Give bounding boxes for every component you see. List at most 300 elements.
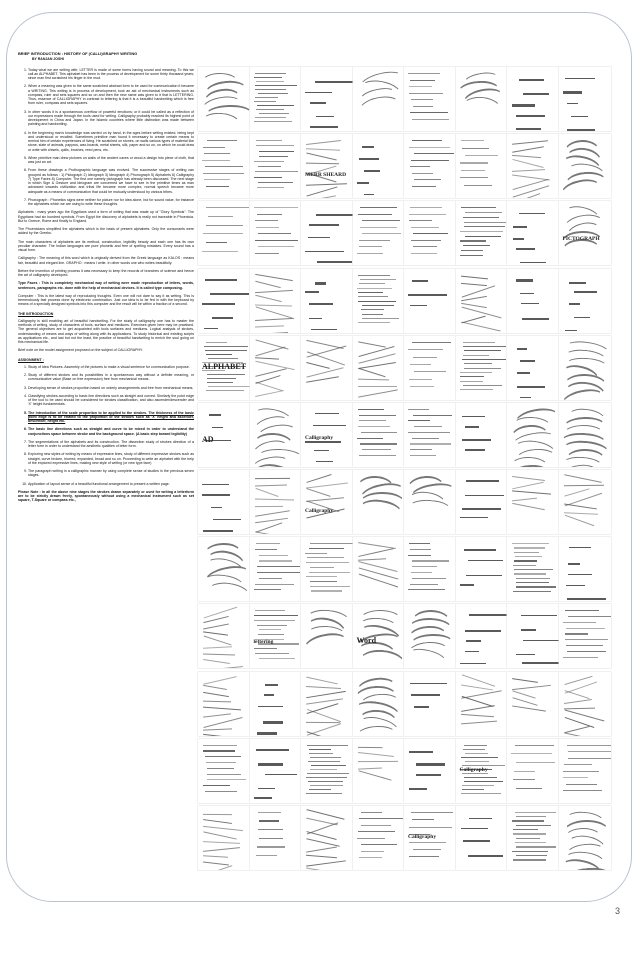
text-line — [412, 140, 442, 141]
text-line — [254, 506, 282, 507]
text-line — [305, 251, 343, 252]
text-line — [316, 461, 333, 462]
calligraphy-sample-thumbnail — [456, 201, 508, 265]
text-line — [255, 610, 284, 611]
text-line — [305, 92, 332, 93]
assignment-item: 2. Study of different strokes and its possibilities in a spontaneous way without a definite meaning, or communicative value (Base on free expression) free from mechanical means. — [28, 373, 194, 382]
text-line — [207, 374, 245, 375]
text-line — [364, 170, 380, 172]
text-line — [410, 386, 435, 387]
text-line — [463, 342, 496, 343]
text-line — [207, 140, 237, 141]
text-line — [408, 73, 440, 74]
text-line — [468, 560, 503, 561]
text-line — [203, 728, 232, 730]
calligraphy-sample-thumbnail — [559, 604, 611, 668]
text-line — [465, 212, 502, 213]
text-line — [359, 818, 403, 819]
text-line — [461, 170, 485, 171]
text-line — [358, 426, 390, 427]
text-line — [315, 282, 326, 284]
text-line — [409, 788, 427, 790]
text-line — [461, 207, 497, 208]
text-line — [307, 557, 344, 558]
calligraphy-sample-thumbnail — [456, 604, 508, 668]
text-line — [409, 856, 439, 857]
text-line — [410, 80, 436, 81]
text-line — [461, 828, 488, 829]
text-line — [258, 763, 284, 765]
text-line — [257, 846, 285, 847]
assignment-item: 3. Developing sense of strokes proportion based on orderly arrangements and free from mechanical means. — [28, 386, 194, 390]
text-line — [564, 764, 592, 765]
text-line — [306, 777, 347, 778]
text-line — [254, 161, 284, 162]
text-line — [306, 676, 337, 684]
text-line — [203, 647, 232, 650]
text-line — [306, 362, 330, 369]
text-line — [258, 182, 293, 183]
text-line — [208, 358, 238, 359]
text-line — [411, 572, 432, 573]
text-line — [565, 78, 595, 79]
text-line — [567, 598, 605, 599]
text-line — [255, 294, 282, 301]
sample-heading: AD — [202, 434, 214, 444]
calligraphy-sample-thumbnail — [301, 336, 353, 400]
calligraphy-sample-thumbnail — [507, 537, 559, 601]
calligraphy-sample-thumbnail — [507, 604, 559, 668]
text-line — [259, 555, 288, 556]
text-line — [567, 745, 610, 746]
text-line — [358, 322, 391, 323]
sample-heading: lettering — [253, 638, 274, 645]
calligraphy-sample-thumbnail — [353, 672, 405, 736]
calligraphy-sample-thumbnail — [353, 403, 405, 467]
text-line — [306, 148, 340, 151]
calligraphy-sample-thumbnail — [404, 269, 456, 333]
assignment-list — [18, 365, 194, 486]
calligraphy-sample-thumbnail — [353, 134, 405, 198]
text-line — [410, 455, 436, 456]
assignment-item: 5. The introduction of the scale proportion to be applied to the strokes. The thickness of the basic point edge is to be related to the proportion of the strokes such as 'X' height and ascender, descender, height etc. — [28, 411, 194, 424]
text-line — [362, 314, 383, 315]
text-line — [460, 663, 486, 664]
text-line — [306, 163, 339, 165]
text-line — [359, 246, 383, 247]
text-line — [203, 706, 241, 710]
text-line — [358, 548, 394, 557]
text-line — [306, 855, 337, 859]
text-line — [204, 716, 243, 727]
text-line — [254, 325, 283, 327]
text-line — [463, 749, 485, 750]
text-line — [411, 227, 439, 228]
sample-heading: Calligraphy — [305, 507, 334, 514]
calligraphy-sample-thumbnail — [198, 470, 250, 534]
text-line — [206, 390, 244, 391]
text-line — [460, 162, 488, 163]
text-line — [411, 812, 453, 813]
text-line — [259, 629, 281, 630]
calligraphy-sample-thumbnail — [456, 134, 508, 198]
text-line — [357, 761, 397, 762]
text-line — [362, 220, 400, 221]
text-line — [462, 359, 506, 360]
text-line — [309, 749, 331, 750]
text-line — [516, 762, 555, 763]
text-line — [306, 860, 345, 866]
calligraphy-sample-thumbnail — [404, 336, 456, 400]
text-line — [203, 847, 240, 852]
calligraphy-sample-thumbnail — [404, 201, 456, 265]
text-line — [512, 104, 535, 106]
text-line — [254, 648, 277, 649]
text-line — [310, 126, 338, 127]
text-line — [263, 721, 283, 723]
text-line — [204, 636, 232, 646]
text-line — [207, 768, 234, 769]
text-line — [461, 793, 501, 794]
text-line — [255, 653, 289, 654]
text-line — [360, 207, 397, 208]
text-line — [522, 318, 549, 320]
text-line — [358, 214, 391, 215]
text-line — [523, 640, 559, 641]
text-line — [203, 861, 229, 865]
text-line — [514, 569, 553, 570]
text-line — [258, 166, 281, 167]
text-line — [410, 449, 431, 450]
text-line — [464, 777, 497, 778]
intro-item: 1. Today what we are writing with; LETTER is made of some forms having sound and meaning. To this we call an ALPHABET. This alphabet has been in the process of development for some thirty thousand years; since man first scratched his finger in the mud. — [28, 68, 194, 81]
text-line — [206, 762, 237, 763]
curved-stroke — [561, 238, 600, 262]
text-line — [566, 585, 585, 586]
calligraphy-sample-thumbnail — [301, 604, 353, 668]
calligraphy-sample-thumbnail — [456, 269, 508, 333]
text-line — [257, 187, 284, 188]
text-line — [464, 226, 505, 227]
text-line — [259, 560, 292, 561]
paragraph: Alphabets : many years ago the Egyptians used a form of writing that was made up of "Glory Symbols". The Egyptians had six hundred symbols. From Egypt the discovery of alphabets is really not traceable in Phoenicia. But to Greece, Rome and finally to England. — [18, 210, 194, 223]
calligraphy-sample-thumbnail — [559, 269, 611, 333]
text-line — [516, 838, 540, 839]
intro-item: 5. When primitive man drew pictures on walls of the ancient caves or wood a design into piece of cloth, that was just an art. — [28, 156, 194, 165]
text-line — [205, 279, 237, 281]
text-line — [460, 381, 483, 382]
text-line — [463, 217, 499, 218]
text-line — [516, 855, 547, 856]
text-line — [416, 763, 445, 765]
text-line — [409, 220, 433, 221]
text-line — [257, 732, 277, 734]
text-line — [311, 590, 342, 591]
text-line — [516, 846, 556, 847]
calligraphy-sample-thumbnail — [198, 201, 250, 265]
text-line — [258, 233, 292, 234]
text-line — [258, 706, 283, 708]
calligraphy-sample-thumbnail — [250, 806, 302, 870]
calligraphy-sample-thumbnail — [250, 604, 302, 668]
calligraphy-sample-thumbnail — [353, 336, 405, 400]
text-line — [309, 572, 351, 573]
text-line — [208, 386, 250, 387]
calligraphy-sample-thumbnail — [198, 604, 250, 668]
text-line — [410, 683, 448, 685]
text-line — [257, 105, 293, 106]
text-line — [516, 586, 556, 587]
calligraphy-sample-thumbnail — [404, 604, 456, 668]
text-line — [523, 93, 549, 95]
text-line — [568, 758, 610, 759]
text-line — [408, 589, 444, 590]
text-line — [203, 173, 245, 174]
text-line — [412, 819, 433, 820]
calligraphy-sample-thumbnail — [507, 336, 559, 400]
text-line — [568, 751, 610, 752]
text-line — [306, 474, 331, 483]
text-line — [410, 166, 430, 167]
text-line — [409, 751, 433, 753]
text-line — [564, 488, 589, 496]
text-line — [258, 829, 283, 830]
text-line — [317, 261, 352, 263]
text-line — [358, 752, 394, 757]
text-line — [412, 578, 447, 579]
text-line — [564, 690, 589, 699]
text-line — [205, 350, 247, 351]
text-line — [462, 508, 500, 510]
calligraphy-sample-thumbnail — [353, 201, 405, 265]
text-line — [255, 584, 293, 585]
text-line — [513, 833, 546, 834]
text-line — [254, 331, 287, 332]
text-line — [256, 81, 284, 82]
text-line — [310, 769, 337, 770]
page-number: 3 — [615, 906, 621, 916]
text-line — [254, 304, 291, 306]
text-line — [411, 694, 440, 696]
text-line — [203, 855, 228, 858]
text-line — [564, 675, 592, 684]
text-line — [255, 510, 290, 517]
text-line — [207, 779, 246, 780]
text-line — [203, 750, 235, 751]
text-line — [202, 160, 230, 161]
text-line — [255, 73, 286, 74]
calligraphy-sample-thumbnail — [507, 403, 559, 467]
text-line — [310, 567, 335, 568]
assignment-item: 8. Exploring new styles of writing by means of expressive lines, study of different expressive strokes such as straight, curve broken, blurred, expanded, broad and so on. Proceeding to write an alphabet with the help of the explored expressive lines, making new style of writing (or new type face) — [28, 452, 194, 465]
text-line — [412, 280, 428, 282]
text-line — [462, 789, 483, 790]
calligraphy-sample-thumbnail — [198, 403, 250, 467]
text-line — [414, 426, 442, 427]
text-line — [254, 589, 282, 590]
text-line — [512, 503, 544, 510]
text-line — [212, 317, 232, 319]
text-line — [359, 420, 386, 421]
text-line — [465, 630, 500, 632]
text-line — [408, 432, 450, 433]
text-line — [357, 438, 383, 439]
text-line — [254, 289, 292, 292]
text-line — [464, 781, 504, 782]
paragraph: Calligraphy : The meaning of this word which is originally derived from the Greek language as KALOS : means fair, beautiful and elegant line. GRAPHO : means I write. In other words one who writes beautifully. — [18, 256, 194, 265]
text-line — [203, 700, 231, 702]
text-line — [206, 242, 226, 243]
text-line — [307, 708, 341, 721]
calligraphy-sample-thumbnail — [559, 806, 611, 870]
paragraph: The main characters of alphabets are its method, construction, legibility beauty and each one has its own peculiar character. The Indian languages are pure phonetic and free of spelling mistakes. Every sound has a visual form. — [18, 239, 194, 253]
text-line — [408, 420, 430, 421]
text-line — [408, 409, 428, 410]
text-line — [460, 255, 483, 256]
text-line — [569, 282, 586, 284]
text-line — [461, 705, 495, 712]
text-line — [469, 818, 492, 819]
text-line — [414, 706, 429, 708]
text-line — [567, 651, 606, 652]
text-line — [254, 101, 276, 102]
text-line — [203, 733, 241, 735]
calligraphy-sample-thumbnail — [559, 201, 611, 265]
text-line — [202, 303, 235, 305]
text-line — [514, 771, 535, 772]
calligraphy-sample-thumbnail — [250, 470, 302, 534]
calligraphy-sample-thumbnail — [404, 403, 456, 467]
calligraphy-sample-thumbnail — [301, 134, 353, 198]
calligraphy-sample-thumbnail — [404, 806, 456, 870]
intro-item: 2. When a meaning was given to the same scratched abstract form to be used for communication it became a WRITING. This writing is in process of development, took an aid of mechanical instruments such as compass, ruler and sets squares and so on and then the new name was given to it that is LETTERING. Thus, essence of CALLIGRAPHY in contrast to lettering is that it is a beautiful handwriting which is free from ruler, compass and sets squares. — [28, 84, 194, 105]
text-line — [203, 659, 230, 664]
text-line — [212, 427, 223, 428]
text-line — [460, 389, 492, 390]
text-line — [409, 827, 452, 828]
text-line — [254, 620, 294, 621]
text-line — [521, 629, 536, 631]
text-line — [410, 364, 430, 365]
text-line — [412, 119, 449, 120]
text-line — [465, 155, 498, 156]
text-line — [362, 146, 374, 147]
text-line — [254, 77, 282, 78]
text-line — [408, 555, 431, 556]
text-line — [512, 146, 544, 153]
text-line — [411, 253, 437, 254]
text-line — [512, 159, 544, 168]
text-line — [360, 443, 396, 444]
calligraphy-sample-thumbnail — [250, 134, 302, 198]
text-line — [357, 558, 385, 561]
text-line — [359, 415, 396, 416]
text-line — [362, 318, 399, 319]
calligraphy-sample-thumbnail — [404, 672, 456, 736]
calligraphy-sample-thumbnail — [404, 470, 456, 534]
text-line — [306, 140, 341, 145]
text-line — [565, 633, 588, 634]
text-line — [516, 248, 535, 250]
text-line — [205, 166, 243, 167]
text-line — [414, 153, 454, 154]
text-line — [311, 329, 337, 330]
text-line — [306, 183, 347, 186]
text-line — [513, 591, 551, 592]
calligraphy-sample-thumbnail — [507, 269, 559, 333]
text-line — [206, 186, 229, 187]
text-line — [409, 543, 430, 544]
text-line — [512, 490, 551, 494]
calligraphy-sample-thumbnail — [353, 67, 405, 131]
text-line — [358, 368, 385, 377]
text-line — [254, 499, 293, 501]
text-line — [255, 171, 298, 172]
calligraphy-sample-thumbnail — [353, 806, 405, 870]
calligraphy-thumbnail-grid — [197, 66, 609, 872]
text-line — [203, 684, 227, 689]
text-line — [461, 757, 498, 758]
text-line — [462, 773, 488, 774]
text-line — [258, 634, 284, 635]
text-line — [464, 363, 492, 364]
text-line — [511, 753, 551, 754]
text-line — [512, 498, 536, 502]
text-line — [255, 368, 287, 377]
text-line — [563, 771, 598, 772]
calligraphy-sample-thumbnail — [456, 403, 508, 467]
text-line — [515, 556, 541, 557]
text-line — [564, 725, 590, 733]
text-line — [565, 610, 600, 611]
text-line — [315, 81, 353, 83]
text-line — [254, 615, 298, 616]
text-line — [564, 698, 592, 703]
text-line — [357, 386, 396, 387]
text-line — [512, 140, 548, 145]
text-line — [574, 291, 598, 293]
text-line — [254, 317, 293, 320]
text-line — [254, 121, 292, 122]
text-line — [255, 97, 278, 98]
text-line — [203, 745, 237, 746]
text-line — [416, 774, 441, 776]
calligraphy-sample-thumbnail — [507, 67, 559, 131]
text-line — [566, 784, 597, 785]
text-line — [258, 246, 294, 247]
text-line — [357, 288, 392, 289]
text-line — [315, 413, 339, 414]
text-line — [203, 624, 229, 630]
paragraph: Computer : This is the latest way of reproducing thoughts. Even one will not dare to say it as writing. This is tremendously fast process done by electronic combination. Just our idea is to be fed in with the keyboard by means of a specially designed symbols into this computer and the result will be within a fraction of a second. — [18, 293, 194, 307]
calligraphy-sample-thumbnail — [198, 269, 250, 333]
text-line — [256, 749, 289, 750]
text-line — [412, 560, 449, 561]
text-line — [460, 372, 492, 373]
text-line — [514, 573, 546, 574]
text-line — [254, 357, 278, 359]
text-line — [564, 515, 594, 527]
text-line — [306, 153, 336, 161]
text-line — [464, 350, 501, 351]
text-line — [357, 378, 388, 380]
text-line — [513, 179, 549, 190]
text-line — [414, 179, 441, 180]
text-line — [515, 842, 546, 843]
text-line — [408, 294, 447, 296]
text-line — [411, 99, 434, 100]
text-line — [521, 615, 558, 616]
